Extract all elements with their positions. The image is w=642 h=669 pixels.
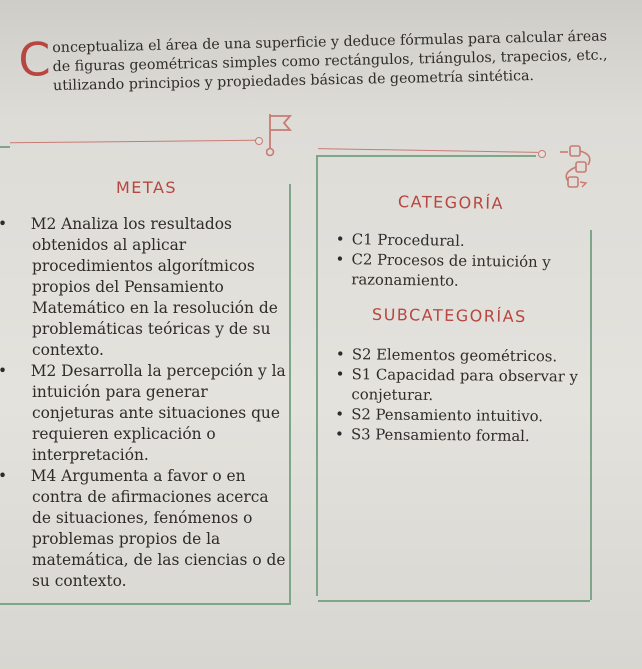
subcategoria-item: • S2 Pensamiento intuitivo. <box>335 406 544 426</box>
categoria-item: • C1 Procedural. <box>335 231 465 250</box>
subcategorias-heading: SUBCATEGORÍAS <box>371 304 527 327</box>
metas-heading: METAS <box>116 178 178 197</box>
metas-frame-top <box>0 146 10 148</box>
right-frame-left <box>316 156 318 596</box>
intro-text: onceptualiza el área de una superficie y deduce fórmulas para calcular áreas de figuras geométricas simples como rectángulos, triángulos, trapecios, etc., utilizando principios y propiedades básicas de geometría sintética. <box>52 28 608 95</box>
drop-cap: C <box>17 32 52 87</box>
metas-frame-divider <box>289 184 291 604</box>
subcategorias-list <box>333 345 614 448</box>
metas-list <box>16 214 286 592</box>
subcategoria-item: • S1 Capacidad para observar y conjeturar. <box>335 366 578 405</box>
right-frame-top <box>316 155 536 157</box>
categoria-list <box>333 230 614 294</box>
categoria-heading: CATEGORÍA <box>397 192 505 213</box>
metas-item: M2 Desarrolla la percepción y la intuición para generar conjeturas ante situaciones que requieren explicación o interpretación. <box>30 362 286 464</box>
categoria-item: • C2 Procesos de intuición y razonamiento. <box>335 251 551 290</box>
right-divider-dot <box>538 150 546 158</box>
categories-icon <box>558 143 600 193</box>
subcategoria-item: • S3 Pensamiento formal. <box>334 426 530 446</box>
metas-item: M2 Analiza los resultados obtenidos al aplicar procedimientos algorítmicos propios del Pensamiento Matemático en la resolución de problemáticas teóricas y de su contexto. <box>30 215 278 359</box>
frame-bottom <box>0 603 291 605</box>
flag-icon <box>266 112 294 158</box>
subcategoria-item: • S2 Elementos geométricos. <box>335 346 558 366</box>
left-divider-dot <box>255 137 263 145</box>
metas-item: M4 Argumenta a favor o en contra de afirmaciones acerca de situaciones, fenómenos o problemas propios de la matemática, de las ciencias o de su contexto. <box>30 467 286 590</box>
right-frame-bottom <box>318 600 590 602</box>
